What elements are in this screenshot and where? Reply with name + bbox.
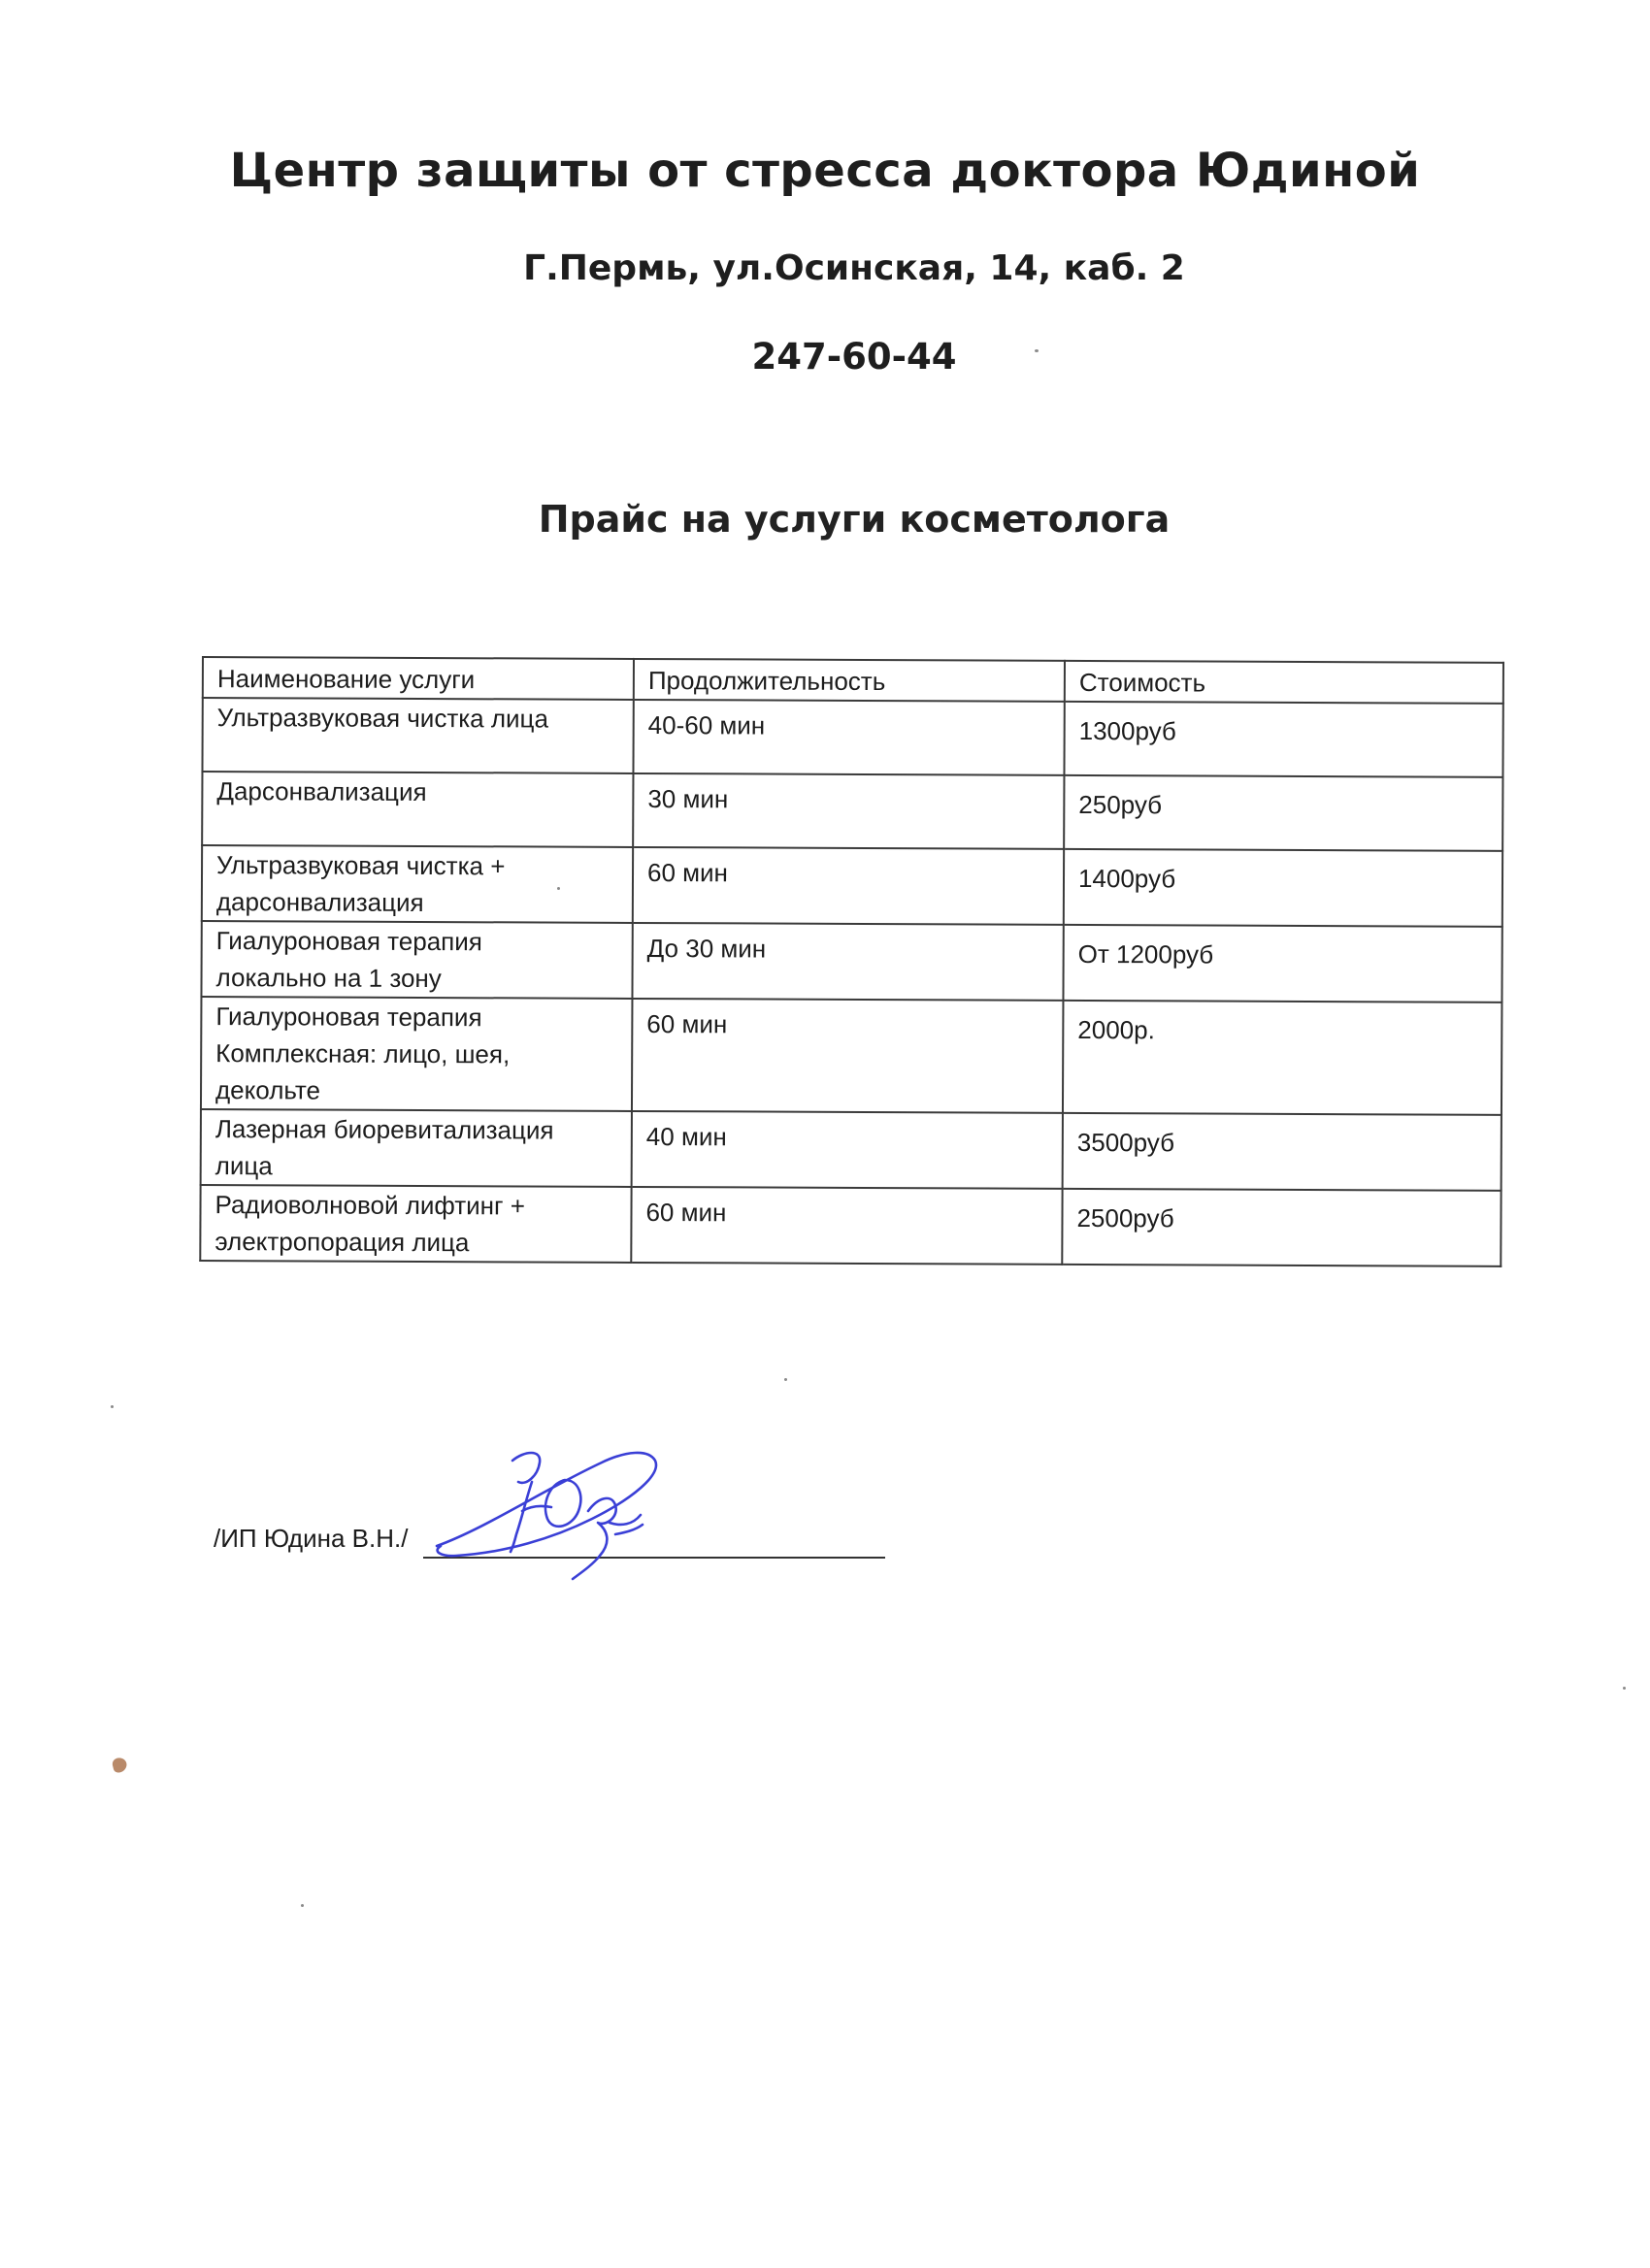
service-cost: 1400руб bbox=[1064, 849, 1502, 927]
service-duration: До 30 мин bbox=[632, 923, 1063, 1001]
service-name: Лазерная биоревитализация лица bbox=[201, 1109, 632, 1187]
service-duration: 30 мин bbox=[633, 773, 1064, 849]
service-name: Дарсонвализация bbox=[202, 772, 633, 847]
paper-speck bbox=[1035, 349, 1039, 352]
column-header-duration: Продолжительность bbox=[634, 659, 1065, 702]
paper-speck bbox=[111, 1405, 114, 1408]
signature-stroke bbox=[545, 1480, 580, 1527]
price-table bbox=[199, 656, 1504, 1267]
signature-stroke bbox=[511, 1482, 532, 1552]
service-cost: 3500руб bbox=[1063, 1113, 1502, 1191]
signature-stroke bbox=[512, 1453, 540, 1483]
service-duration: 60 мин bbox=[633, 847, 1064, 925]
service-cost: 2000р. bbox=[1063, 1001, 1502, 1115]
service-name: Ультразвуковая чистка лица bbox=[202, 698, 633, 773]
paper-speck bbox=[784, 1378, 787, 1381]
service-duration: 60 мин bbox=[632, 999, 1064, 1113]
service-duration: 60 мин bbox=[631, 1187, 1062, 1265]
service-cost: 1300руб bbox=[1064, 702, 1502, 777]
price-list-title: Прайс на услуги косметолога bbox=[538, 498, 1171, 541]
phone-number: 247-60-44 bbox=[751, 336, 957, 378]
column-header-service: Наименование услуги bbox=[203, 657, 634, 700]
service-duration: 40-60 мин bbox=[633, 700, 1064, 775]
column-header-cost: Стоимость bbox=[1065, 661, 1503, 704]
signature-stroke bbox=[615, 1525, 643, 1534]
service-cost: 2500руб bbox=[1062, 1189, 1501, 1266]
service-duration: 40 мин bbox=[632, 1111, 1063, 1189]
table-row bbox=[201, 1109, 1502, 1191]
table-row bbox=[202, 772, 1502, 851]
handwritten-signature-icon bbox=[417, 1422, 747, 1596]
service-cost: 250руб bbox=[1064, 775, 1502, 851]
service-cost: От 1200руб bbox=[1063, 925, 1502, 1003]
service-name: Гиалуроновая терапия Комплексная: лицо, шея, декольте bbox=[201, 997, 633, 1111]
table-row bbox=[201, 997, 1502, 1115]
signature-label: /ИП Юдина В.Н./ bbox=[214, 1524, 409, 1553]
table-row bbox=[200, 1185, 1501, 1266]
service-name: Ультразвуковая чистка + дарсонвализация bbox=[202, 845, 633, 923]
paper-speck bbox=[301, 1904, 304, 1907]
org-title: Центр защиты от стресса доктора Юдиной bbox=[229, 144, 1421, 198]
table-row bbox=[202, 845, 1502, 927]
ink-smudge-icon bbox=[109, 1755, 130, 1776]
address: Г.Пермь, ул.Осинская, 14, каб. 2 bbox=[523, 248, 1185, 288]
table-row bbox=[201, 921, 1502, 1003]
paper-speck bbox=[1623, 1687, 1626, 1690]
service-name: Радиоволновой лифтинг + электропорация лица bbox=[200, 1185, 631, 1263]
paper-speck bbox=[557, 887, 560, 890]
table-row bbox=[202, 698, 1502, 777]
table-header-row bbox=[203, 657, 1503, 704]
service-name: Гиалуроновая терапия локально на 1 зону bbox=[201, 921, 632, 999]
signature-stroke bbox=[522, 1506, 551, 1511]
